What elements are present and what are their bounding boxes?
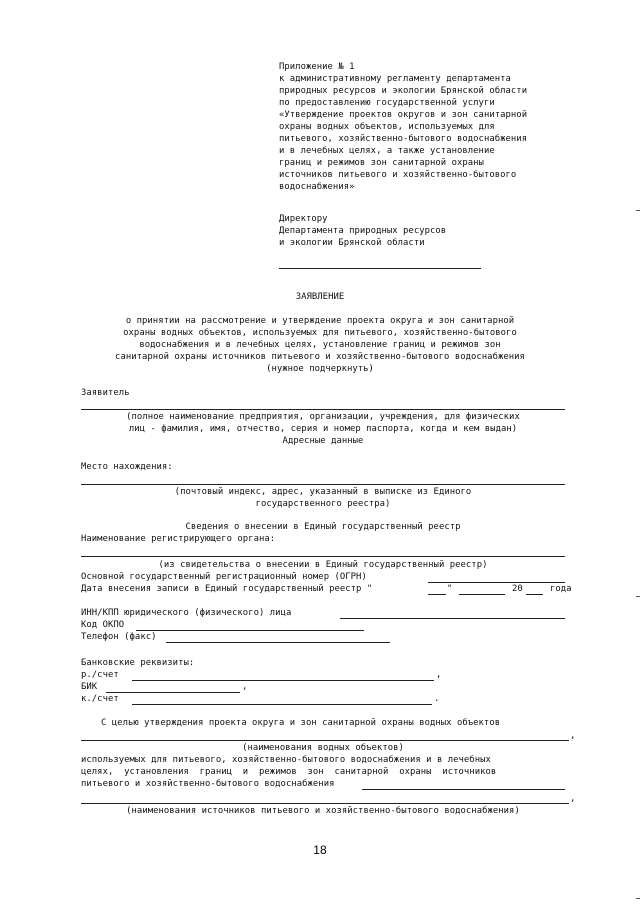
scan-edge-mark bbox=[636, 210, 640, 211]
registry-org-field[interactable] bbox=[81, 556, 565, 557]
applicant-label: Заявитель bbox=[81, 388, 130, 398]
appendix-line: по предоставлению государственной услуги bbox=[279, 98, 495, 108]
addressee-line: Директору bbox=[279, 214, 328, 224]
statement-note: (нужное подчеркнуть) bbox=[266, 364, 374, 374]
appendix-title: Приложение № 1 bbox=[279, 62, 355, 72]
sources-hint: (наименования источников питьевого и хозяйственно-бытового водоснабжения) bbox=[126, 806, 520, 816]
appendix-line: охраны водных объектов, используемых для bbox=[279, 122, 495, 132]
registry-date-label: Дата внесения записи в Единый государственный реестр " bbox=[81, 584, 373, 594]
purpose-intro: С целью утверждения проекта округа и зон санитарной охраны водных объектов bbox=[101, 718, 501, 728]
inn-label: ИНН/КПП юридического (физического) лица bbox=[81, 608, 292, 618]
bank-rs-end: , bbox=[436, 670, 442, 680]
scan-edge-mark bbox=[636, 898, 640, 899]
registry-date-year-prefix: 20 bbox=[512, 584, 523, 594]
bank-ks-end: . bbox=[434, 694, 440, 704]
appendix-line: водоснабжения» bbox=[279, 182, 355, 192]
water-objects-field[interactable] bbox=[81, 740, 569, 741]
appendix-line: природных ресурсов и экологии Брянской области bbox=[279, 86, 528, 96]
appendix-line: источников питьевого и хозяйственно-бытового bbox=[279, 170, 517, 180]
registry-header: Сведения о внесении в Единый государственный реестр bbox=[185, 522, 461, 532]
scan-edge-mark bbox=[636, 596, 640, 597]
inn-field[interactable] bbox=[340, 618, 565, 619]
addressee-line: Департамента природных ресурсов bbox=[279, 226, 447, 236]
appendix-line: к административному регламенту департамента bbox=[279, 74, 511, 84]
page-number: 18 bbox=[313, 843, 327, 857]
registry-org-label: Наименование регистрирующего органа: bbox=[81, 534, 276, 544]
bank-bik-label: БИК bbox=[81, 682, 98, 692]
purpose-body-line: используемых для питьевого, хозяйственно-бытового водоснабжения и в лечебных bbox=[81, 755, 491, 765]
sources-field[interactable] bbox=[81, 803, 569, 804]
location-field[interactable] bbox=[81, 484, 565, 485]
bank-bik-end: , bbox=[242, 682, 248, 692]
registry-date-day-field[interactable] bbox=[428, 594, 446, 595]
bank-rs-label: р./счет bbox=[81, 670, 119, 680]
applicant-hint: лиц - фамилия, имя, отчество, серия и номер паспорта, когда и кем выдан) bbox=[128, 424, 518, 434]
addressee-signature-field[interactable] bbox=[279, 268, 481, 269]
location-hint: (почтовый индекс, адрес, указанный в выписке из Единого bbox=[174, 487, 472, 497]
registry-date-year-suffix: года bbox=[550, 584, 572, 594]
ogrn-field[interactable] bbox=[428, 582, 565, 583]
sources-end: , bbox=[570, 794, 576, 804]
address-header: Адресные данные bbox=[282, 436, 364, 446]
registry-date-year-field[interactable] bbox=[526, 594, 543, 595]
applicant-field[interactable] bbox=[81, 409, 565, 410]
registry-date-month-field[interactable] bbox=[459, 594, 505, 595]
water-objects-end: , bbox=[570, 731, 576, 741]
bank-header: Банковские реквизиты: bbox=[81, 658, 195, 668]
appendix-line: питьевого, хозяйственно-бытового водоснабжения bbox=[279, 134, 528, 144]
bank-bik-field[interactable] bbox=[106, 692, 240, 693]
purpose-body-line: питьевого и хозяйственно-бытового водоснабжения bbox=[81, 779, 335, 789]
statement-line: охраны водных объектов, используемых для питьевого, хозяйственно-бытового bbox=[123, 328, 517, 338]
statement-title: ЗАЯВЛЕНИЕ bbox=[295, 292, 345, 302]
okpo-field[interactable] bbox=[136, 630, 364, 631]
statement-line: санитарной охраны источников питьевого и хозяйственно-бытового водоснабжения bbox=[115, 352, 525, 362]
location-label: Место нахождения: bbox=[81, 462, 173, 472]
appendix-line: и в лечебных целях, а также установление bbox=[279, 146, 495, 156]
bank-rs-field[interactable] bbox=[132, 680, 434, 681]
okpo-label: Код ОКПО bbox=[81, 620, 125, 630]
phone-field[interactable] bbox=[166, 642, 390, 643]
bank-ks-label: к./счет bbox=[81, 694, 119, 704]
bank-ks-field[interactable] bbox=[132, 704, 432, 705]
registry-date-quote: " bbox=[447, 584, 453, 594]
applicant-hint: (полное наименование предприятия, организации, учреждения, для физических bbox=[126, 412, 520, 422]
registry-org-hint: (из свидетельства о внесении в Единый государственный реестр) bbox=[158, 560, 488, 570]
location-hint: государственного реестра) bbox=[255, 499, 391, 509]
statement-line: о принятии на рассмотрение и утверждение проекта округа и зон санитарной bbox=[125, 316, 515, 326]
sources-field-first-line[interactable] bbox=[362, 789, 565, 790]
purpose-body-line: целях, установления границ и режимов зон санитарной охраны источников bbox=[81, 767, 497, 777]
water-objects-hint: (наименования водных объектов) bbox=[242, 743, 404, 753]
phone-label: Телефон (факс) bbox=[81, 632, 157, 642]
ogrn-label: Основной государственный регистрационный номер (ОГРН) bbox=[81, 572, 367, 582]
appendix-line: «Утверждение проектов округов и зон санитарной bbox=[279, 110, 528, 120]
statement-line: водоснабжения и в лечебных целях, установление границ и режимов зон bbox=[139, 340, 501, 350]
addressee-line: и экологии Брянской области bbox=[279, 238, 425, 248]
appendix-line: границ и режимов зон санитарной охраны bbox=[279, 158, 484, 168]
